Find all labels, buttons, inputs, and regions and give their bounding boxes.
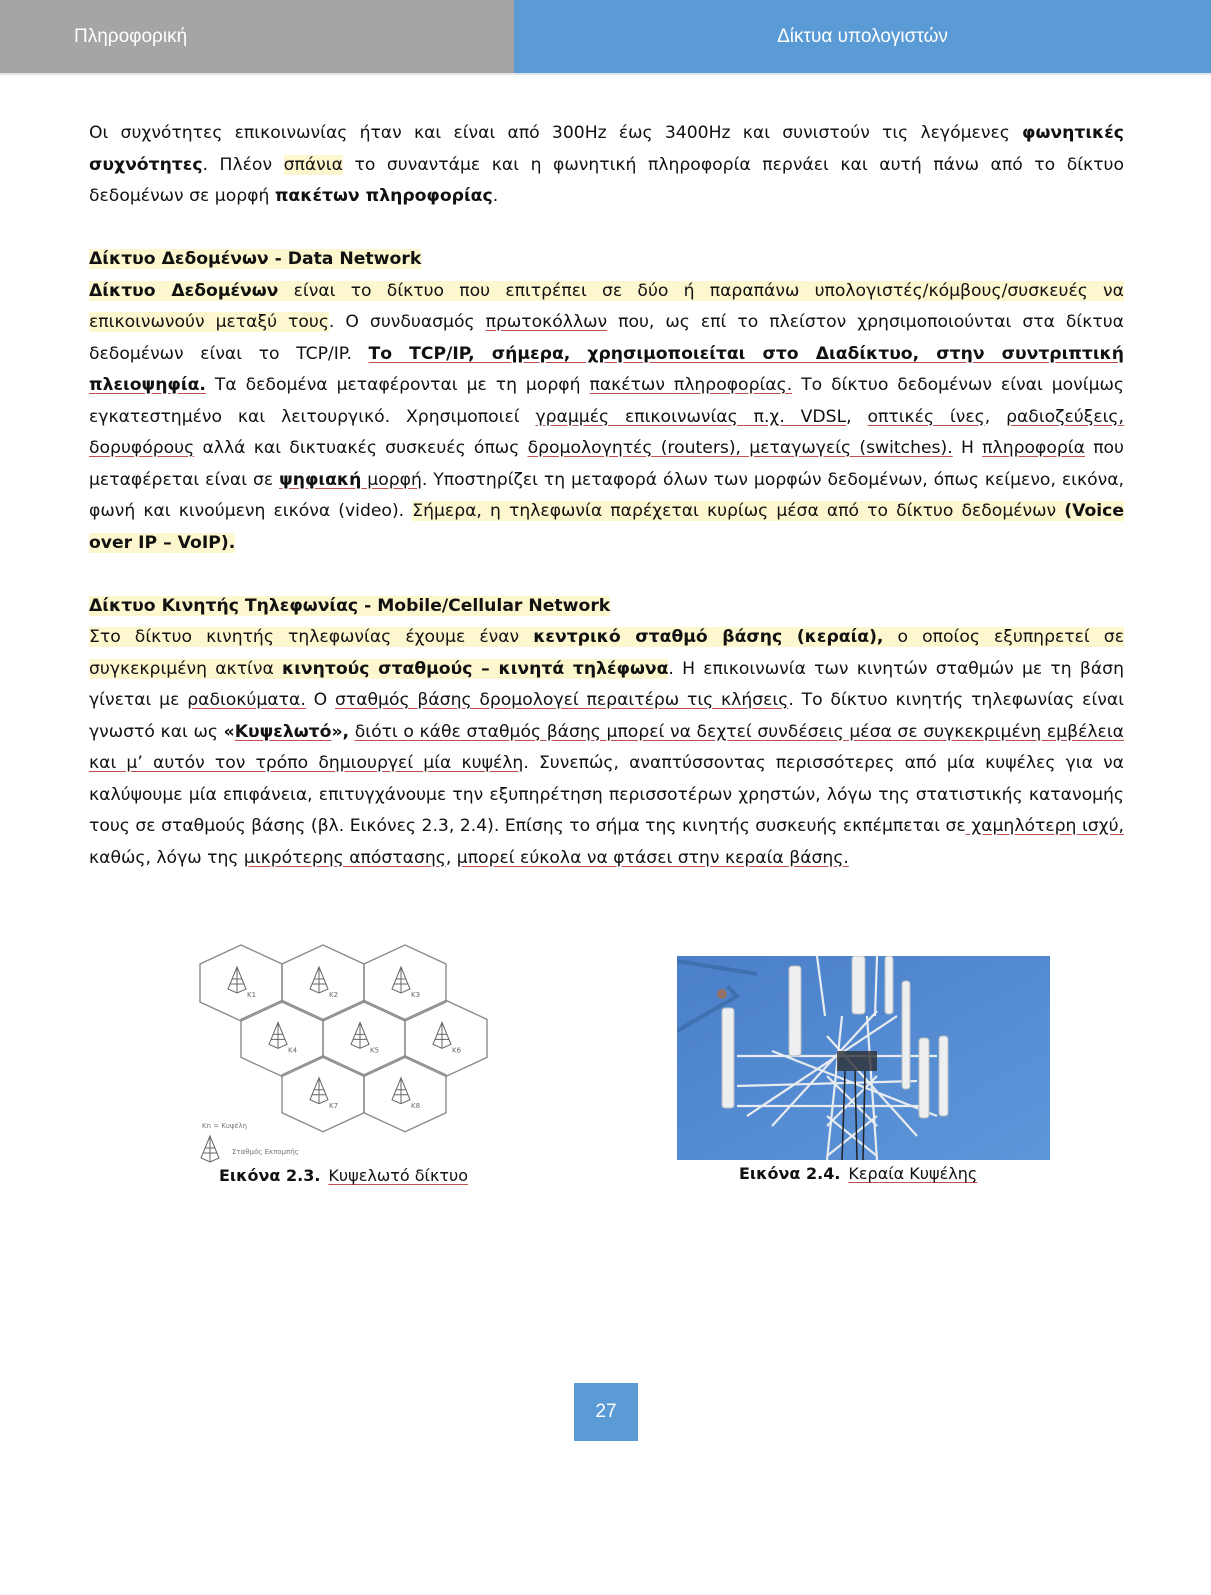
section-heading-mobile-network: Δίκτυο Κινητής Τηλεφωνίας - Mobile/Cellular Network (89, 595, 611, 616)
transmitter-tower-icon (351, 1022, 369, 1048)
header-chapter: Δίκτυα υπολογιστών (514, 0, 1211, 73)
section-heading-data-network: Δίκτυο Δεδομένων - Data Network (89, 249, 422, 269)
figure-caption-2-3: Εικόνα 2.3. Κυψελωτό δίκτυο (219, 1166, 469, 1185)
transmitter-tower-icon (228, 967, 246, 993)
transmitter-tower-icon (310, 1078, 328, 1104)
legend-tower-icon (201, 1136, 219, 1162)
hex-cell (364, 1056, 446, 1132)
intro-paragraph: Οι συχνότητες επικοινωνίας ήταν και είναι από 300Hz έως 3400Hz και συνιστούν τις λεγόμενες φωνητικές συχνότητες. Πλέον σπάνια το συναντάμε και η φωνητική πληροφορία περνάει και αυτή πάνω από το δίκτυο δεδομένων σε μορφή πακέτων πληροφορίας. (89, 123, 1124, 206)
cell-label: K2 (329, 991, 339, 999)
header-subject: Πληροφορική (0, 0, 514, 73)
hex-grid (196, 938, 496, 1168)
hex-cell (405, 1000, 487, 1076)
page-header (0, 0, 1211, 73)
legend-cell-text: Kn = Κυψέλη (202, 1122, 247, 1130)
transmitter-tower-icon (269, 1022, 287, 1048)
cell-label: K7 (329, 1101, 339, 1110)
cellular-network-diagram (196, 938, 496, 1168)
cell-label: K5 (370, 1046, 380, 1055)
hex-cell (241, 1000, 323, 1076)
transmitter-tower-icon (392, 1078, 410, 1104)
bold-term: πακέτων πληροφορίας (274, 186, 493, 206)
hex-cell (282, 1056, 364, 1132)
hex-cell (323, 1000, 405, 1076)
cell-label: K1 (247, 991, 257, 999)
transmitter-tower-icon (433, 1022, 451, 1048)
cell-antenna-photo (677, 956, 1050, 1160)
cell-label: K3 (411, 991, 421, 999)
cell-label: K4 (288, 1046, 298, 1055)
antenna-tower-image (677, 956, 1050, 1160)
bold-term: φωνητικές συχνότητες (89, 123, 1124, 175)
mobile-network-paragraph: Στο δίκτυο κινητής τηλεφωνίας έχουμε έναν κεντρικό σταθμό βάσης (κεραία), ο οποίος εξυπηρετεί σε συγκεκριμένη ακτίνα κινητούς σταθμούς – κινητά τηλέφωνα. Η επικοινωνία των κινητών σταθμών με τη βάση γίνεται με ραδιοκύματα. Ο σταθμός βάσης δρομολογεί περαιτέρω τις κλήσεις. Το δίκτυο κινητής τηλεφωνίας είναι γνωστό και ως «Κυψελωτό», διότι ο κάθε σταθμός βάσης μπορεί να δεχτεί συνδέσεις μέσα σε συγκεκριμένη εμβέλεια και μ’ αυτόν τον τρόπο δημιουργεί μία κυψέλη. Συνεπώς, αναπτύσσοντας περισσότερες από μία κυψέλες για να καλύψουμε μία επιφάνεια, επιτυγχάνουμε την εξυπηρέτηση περισσοτέρων χρηστών, λόγω της στατιστικής κατανομής τους σε σταθμούς βάσης (βλ. Εικόνες 2.3, 2.4). Επίσης το σήμα της κινητής συσκευής εκπέμπεται σε χαμηλότερη ισχύ, καθώς, λόγω της μικρότερης απόστασης, μπορεί εύκολα να φτάσει στην κεραία βάσης. (89, 627, 1125, 868)
hex-cell (282, 945, 364, 1021)
header-divider (0, 73, 1211, 75)
hex-cell (364, 945, 446, 1021)
page-number: 27 (574, 1383, 638, 1441)
cell-label: K6 (452, 1046, 462, 1055)
page-content (89, 118, 1124, 874)
transmitter-tower-icon (310, 967, 328, 993)
legend-station-icon (201, 1136, 219, 1162)
figure-caption-2-4: Εικόνα 2.4. Κεραία Κυψέλης (739, 1164, 978, 1183)
data-network-paragraph: Δίκτυο Δεδομένων είναι το δίκτυο που επιτρέπει σε δύο ή παραπάνω υπολογιστές/κόμβους/συσκευές να επικοινωνούν μεταξύ τους. Ο συνδυασμός πρωτοκόλλων που, ως επί το πλείστον χρησιμοποιούνται στα δίκτυα δεδομένων είναι το TCP/IP. Το TCP/IP, σήμερα, χρησιμοποιείται στο Διαδίκτυο, στην συντριπτική πλειοψηφία. Τα δεδομένα μεταφέρονται με τη μορφή πακέτων πληροφορίας. Το δίκτυο δεδομένων είναι μονίμως εγκατεστημένο και λειτουργικό. Χρησιμοποιεί γραμμές επικοινωνίας π.χ. VDSL, οπτικές ίνες, ραδιοζεύξεις, δορυφόρους αλλά και δικτυακές συσκευές όπως δρομολογητές (routers), μεταγωγείς (switches). Η πληροφορία που μεταφέρεται είναι σε ψηφιακή μορφή. Υποστηρίζει τη μεταφορά όλων των μορφών δεδομένων, όπως κείμενο, εικόνα, φωνή και κινούμενη εικόνα (video). Σήμερα, η τηλεφωνία παρέχεται κυρίως μέσα από το δίκτυο δεδομένων (Voice over IP – VoIP). (89, 280, 1125, 553)
transmitter-tower-icon (392, 967, 410, 993)
cell-label: K8 (411, 1101, 421, 1110)
highlight: σπάνια (283, 154, 343, 175)
legend-station-text: Σταθμός Εκπομπής (232, 1148, 299, 1156)
hex-cell (200, 945, 282, 1021)
